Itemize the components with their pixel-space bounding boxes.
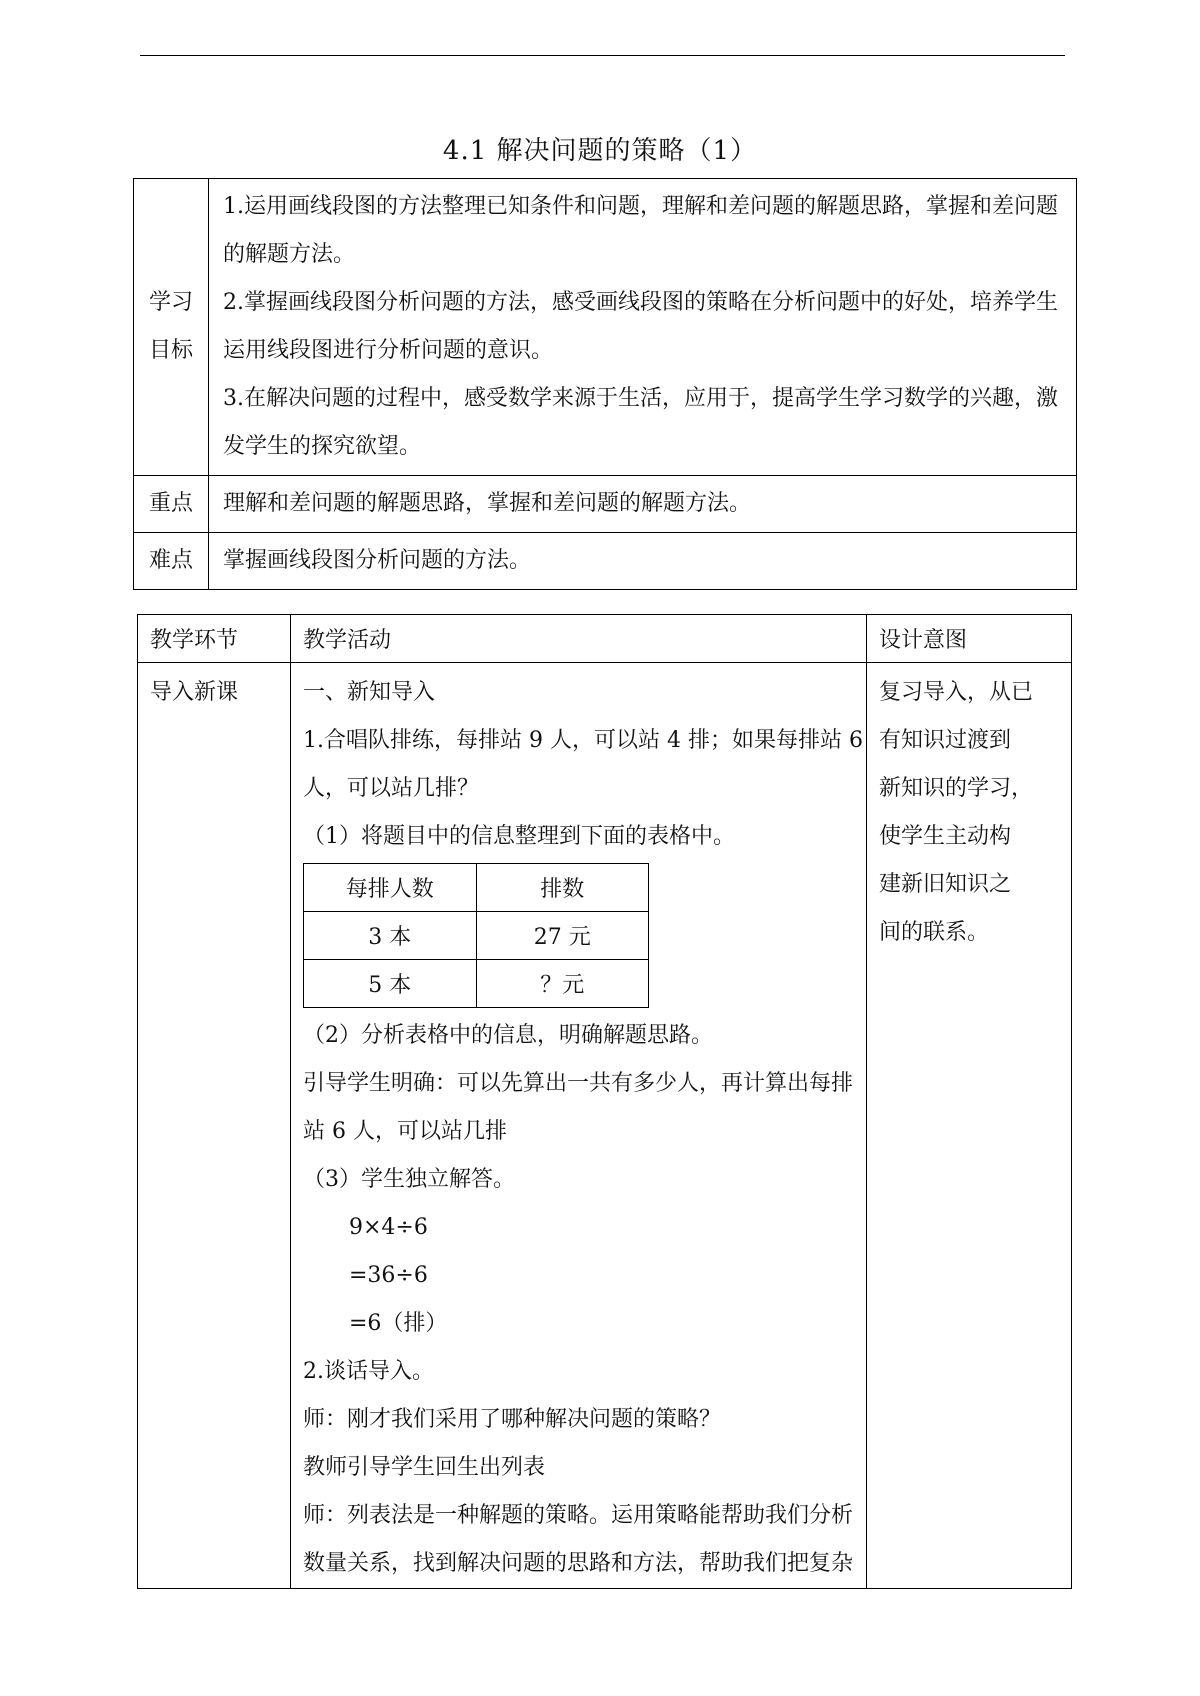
guide-line: 站 6 人，可以站几排 bbox=[303, 1119, 507, 1144]
design-cell bbox=[867, 663, 1072, 1589]
info-table-header: 每排人数 bbox=[304, 864, 477, 912]
stage-text: 导入新课 bbox=[150, 680, 239, 705]
goal-label bbox=[134, 179, 209, 476]
step-3: （3）学生独立解答。 bbox=[303, 1167, 515, 1192]
design-line: 使学生主动构 bbox=[879, 824, 1012, 849]
teacher-statement: 师：列表法是一种解题的策略。运用策略能帮助我们分析 bbox=[303, 1503, 854, 1528]
talk-intro: 2.谈话导入。 bbox=[303, 1359, 434, 1384]
difficulty-label: 难点 bbox=[134, 533, 209, 590]
page-title: 4.1 解决问题的策略（1） bbox=[442, 136, 758, 166]
goal-item: 1.运用画线段图的方法整理已知条件和问题，理解和差问题的解题思路，掌握和差问题的解题方法。 bbox=[223, 194, 1058, 267]
lesson-row bbox=[138, 663, 1072, 1589]
header-rule bbox=[140, 55, 1065, 56]
goals-cell bbox=[209, 179, 1077, 476]
key-text: 理解和差问题的解题思路，掌握和差问题的解题方法。 bbox=[209, 476, 1077, 533]
teacher-statement: 数量关系，找到解决问题的思路和方法，帮助我们把复杂 bbox=[303, 1551, 854, 1576]
goal-item: 2.掌握画线段图分析问题的方法，感受画线段图的策略在分析问题中的好处，培养学生运用线段图进行分析问题的意识。 bbox=[223, 290, 1058, 363]
header-activity: 教学活动 bbox=[291, 615, 867, 663]
difficulty-text: 掌握画线段图分析问题的方法。 bbox=[209, 533, 1077, 590]
info-table-cell: ？元 bbox=[476, 960, 649, 1008]
lesson-header-row bbox=[138, 615, 1072, 663]
design-line: 有知识过渡到 bbox=[879, 728, 1012, 753]
question-line: 人，可以站几排？ bbox=[303, 776, 480, 801]
calc-line: 9×4÷6 bbox=[349, 1215, 428, 1240]
guide-line: 引导学生明确：可以先算出一共有多少人，再计算出每排 bbox=[303, 1071, 854, 1096]
step-1: （1）将题目中的信息整理到下面的表格中。 bbox=[303, 824, 735, 849]
activity-cell bbox=[291, 663, 867, 1589]
lesson-table bbox=[137, 614, 1072, 1589]
question-line: 1.合唱队排练，每排站 9 人，可以站 4 排；如果每排站 6 bbox=[303, 728, 863, 753]
design-line: 新知识的学习， bbox=[879, 776, 1034, 801]
teacher-question: 师：刚才我们采用了哪种解决问题的策略？ bbox=[303, 1407, 722, 1432]
goal-label-line2: 目标 bbox=[148, 338, 193, 363]
goal-item: 3.在解决问题的过程中，感受数学来源于生活，应用于，提高学生学习数学的兴趣，激发学生的探究欲望。 bbox=[223, 386, 1058, 459]
info-table-header: 排数 bbox=[476, 864, 649, 912]
calc-line: =36÷6 bbox=[349, 1263, 428, 1288]
info-table-cell: 3 本 bbox=[304, 912, 477, 960]
step-2: （2）分析表格中的信息，明确解题思路。 bbox=[303, 1023, 713, 1048]
design-line: 复习导入，从已 bbox=[879, 680, 1034, 705]
objectives-table bbox=[133, 178, 1077, 590]
key-label: 重点 bbox=[134, 476, 209, 533]
calc-line: =6（排） bbox=[349, 1311, 448, 1336]
teacher-guide: 教师引导学生回生出列表 bbox=[303, 1455, 546, 1480]
info-table bbox=[303, 863, 649, 1008]
section-title: 一、新知导入 bbox=[303, 680, 436, 705]
header-stage: 教学环节 bbox=[138, 615, 291, 663]
design-line: 间的联系。 bbox=[879, 920, 990, 945]
goal-label-line1: 学习 bbox=[148, 290, 193, 315]
header-design: 设计意图 bbox=[867, 615, 1072, 663]
info-table-cell: 5 本 bbox=[304, 960, 477, 1008]
stage-cell bbox=[138, 663, 291, 1589]
info-table-cell: 27 元 bbox=[476, 912, 649, 960]
design-line: 建新旧知识之 bbox=[879, 872, 1012, 897]
